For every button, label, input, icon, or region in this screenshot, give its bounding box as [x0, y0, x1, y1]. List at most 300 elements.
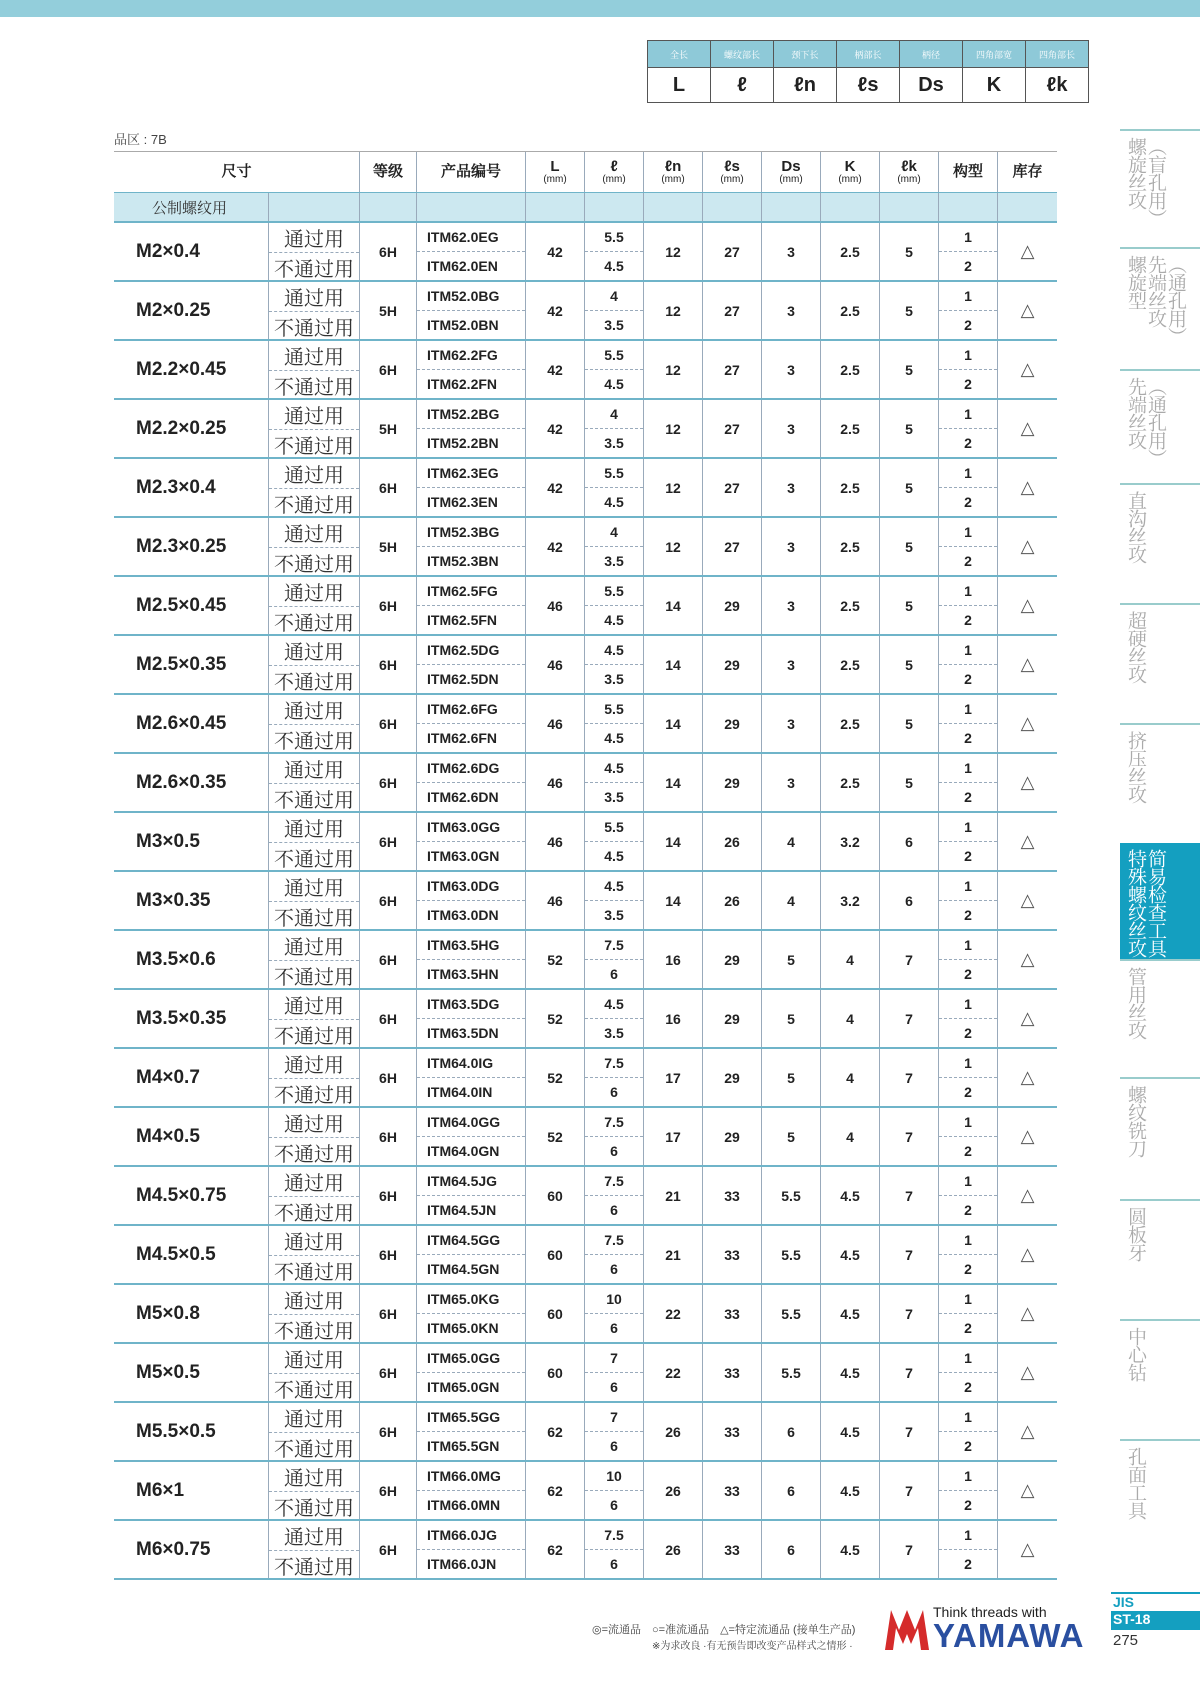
part-numbers: [417, 695, 526, 752]
stock-status: △: [1020, 418, 1035, 438]
configuration: [939, 459, 998, 516]
thread-size: M4×0.7: [114, 1049, 269, 1106]
square-length: 5: [880, 518, 939, 575]
table-row: [114, 280, 1057, 339]
part-numbers: [417, 459, 526, 516]
thread-length-nogo: 4.5: [604, 848, 624, 864]
go-label: 通过用: [269, 1344, 359, 1374]
side-tab-label: 直沟丝攻: [1125, 491, 1146, 563]
stock-status: △: [1020, 359, 1035, 379]
table-header: [114, 151, 1057, 192]
config-go: 1: [939, 459, 997, 488]
shank-length: 26: [703, 813, 762, 870]
config-nogo: 2: [964, 1084, 972, 1100]
grade: 6H: [360, 1226, 417, 1283]
part-numbers: [417, 636, 526, 693]
table-row: [114, 1519, 1057, 1580]
config-nogo: 2: [964, 1438, 972, 1454]
gauge-type: [269, 223, 360, 280]
thread-length: [585, 931, 644, 988]
dim-symbol: ℓn: [774, 68, 837, 103]
grade: 6H: [360, 1285, 417, 1342]
dim-label: 柄部长: [837, 41, 900, 68]
configuration: [939, 636, 998, 693]
thread-length: [585, 341, 644, 398]
header-lk: ℓk (mm): [880, 152, 939, 192]
grade: 6H: [360, 990, 417, 1047]
thread-length-nogo: 4.5: [604, 494, 624, 510]
nogo-label: 不通过用: [274, 908, 354, 930]
configuration: [939, 1108, 998, 1165]
config-go: 1: [939, 931, 997, 960]
shank-diameter: 3: [762, 636, 821, 693]
thread-size: M4×0.5: [114, 1108, 269, 1165]
neck-length: 14: [644, 636, 703, 693]
thread-size: M2.3×0.25: [114, 518, 269, 575]
grade: 6H: [360, 1462, 417, 1519]
side-tab[interactable]: [1120, 723, 1200, 843]
gauge-type: [269, 341, 360, 398]
shank-length: 33: [703, 1521, 762, 1578]
config-nogo: 2: [964, 907, 972, 923]
square-width: 2.5: [821, 518, 880, 575]
stock-status: △: [1020, 595, 1035, 615]
part-no-nogo: ITM62.0EN: [427, 258, 498, 274]
length-L: 60: [526, 1344, 585, 1401]
stock-status: △: [1020, 1362, 1035, 1382]
stock-status: △: [1020, 1303, 1035, 1323]
part-no-nogo: ITM52.0BN: [427, 317, 499, 333]
side-tab[interactable]: [1120, 1319, 1200, 1439]
thread-length-nogo: 6: [610, 1379, 618, 1395]
page-number: 275: [1113, 1632, 1139, 1649]
header-config: 构型: [939, 152, 998, 192]
thread-length: [585, 1403, 644, 1460]
config-nogo: 2: [964, 789, 972, 805]
grade: 6H: [360, 872, 417, 929]
neck-length: 12: [644, 223, 703, 280]
length-L: 52: [526, 1108, 585, 1165]
side-tab-label: 螺旋丝攻: [1125, 137, 1146, 209]
stock-status: △: [1020, 300, 1035, 320]
neck-length: 26: [644, 1403, 703, 1460]
config-nogo: 2: [964, 730, 972, 746]
gauge-type: [269, 518, 360, 575]
thread-length-go: 10: [585, 1462, 643, 1491]
thread-size: M3.5×0.35: [114, 990, 269, 1047]
thread-length: [585, 518, 644, 575]
side-tab-label: 超硬丝攻: [1125, 611, 1146, 683]
thread-size: M3×0.5: [114, 813, 269, 870]
gauge-type: [269, 1049, 360, 1106]
part-no-nogo: ITM65.0GN: [427, 1379, 500, 1395]
header-stock: 库存: [1012, 163, 1043, 181]
part-no-nogo: ITM62.2FN: [427, 376, 498, 392]
go-label: 通过用: [269, 400, 359, 430]
config-go: 1: [939, 518, 997, 547]
nogo-label: 不通过用: [274, 1498, 354, 1520]
part-no-nogo: ITM62.3EN: [427, 494, 498, 510]
length-L: 62: [526, 1462, 585, 1519]
table-row: [114, 634, 1057, 693]
nogo-label: 不通过用: [274, 1321, 354, 1343]
square-length: 5: [880, 282, 939, 339]
dim-label: 柄径: [900, 41, 963, 68]
shank-length: 33: [703, 1403, 762, 1460]
side-tab[interactable]: [1120, 483, 1200, 603]
side-tab-label: 先端丝攻: [1125, 377, 1146, 449]
part-no-nogo: ITM64.5GN: [427, 1261, 500, 1277]
neck-length: 12: [644, 400, 703, 457]
config-nogo: 2: [964, 1202, 972, 1218]
gauge-type: [269, 813, 360, 870]
stock-status: △: [1020, 241, 1035, 261]
part-no-nogo: ITM63.5HN: [427, 966, 499, 982]
shank-length: 29: [703, 1049, 762, 1106]
part-numbers: [417, 990, 526, 1047]
thread-length-go: 4.5: [585, 872, 643, 901]
gauge-type: [269, 459, 360, 516]
category-label: 公制螺纹用: [114, 193, 269, 221]
thread-size: M2.3×0.4: [114, 459, 269, 516]
shank-diameter: 5: [762, 1108, 821, 1165]
side-tab[interactable]: [1120, 1199, 1200, 1319]
grade: 6H: [360, 1521, 417, 1578]
side-tab[interactable]: [1120, 129, 1200, 247]
neck-length: 12: [644, 459, 703, 516]
table-row: [114, 988, 1057, 1047]
thread-length-go: 7.5: [585, 931, 643, 960]
shank-diameter: 3: [762, 459, 821, 516]
configuration: [939, 754, 998, 811]
length-L: 46: [526, 636, 585, 693]
part-numbers: [417, 1226, 526, 1283]
dimension-key: [647, 40, 1089, 103]
grade: 6H: [360, 1403, 417, 1460]
shank-length: 27: [703, 459, 762, 516]
part-no-go: ITM62.6FG: [417, 695, 525, 724]
shank-length: 33: [703, 1462, 762, 1519]
thread-size: M2.6×0.45: [114, 695, 269, 752]
configuration: [939, 1462, 998, 1519]
part-numbers: [417, 1344, 526, 1401]
go-label: 通过用: [269, 577, 359, 607]
thread-length-go: 4.5: [585, 754, 643, 783]
thread-length-go: 5.5: [585, 813, 643, 842]
side-tab-label: （盲孔用）: [1145, 137, 1166, 227]
square-length: 5: [880, 577, 939, 634]
thread-length-nogo: 3.5: [604, 789, 624, 805]
part-no-go: ITM62.6DG: [417, 754, 525, 783]
grade: 6H: [360, 636, 417, 693]
part-no-go: ITM52.0BG: [417, 282, 525, 311]
square-length: 5: [880, 223, 939, 280]
jis-label: JIS: [1111, 1592, 1200, 1611]
stock-status: △: [1020, 1185, 1035, 1205]
table-row: [114, 1283, 1057, 1342]
go-label: 通过用: [269, 459, 359, 489]
table-row: [114, 929, 1057, 988]
thread-size: M4.5×0.75: [114, 1167, 269, 1224]
thread-length-nogo: 6: [610, 1497, 618, 1513]
neck-length: 17: [644, 1049, 703, 1106]
grade: 5H: [360, 282, 417, 339]
config-go: 1: [939, 1226, 997, 1255]
configuration: [939, 990, 998, 1047]
dim-symbol: ℓk: [1026, 68, 1089, 103]
neck-length: 14: [644, 754, 703, 811]
side-tab[interactable]: [1120, 369, 1200, 483]
part-no-go: ITM63.0GG: [417, 813, 525, 842]
thread-length-nogo: 4.5: [604, 376, 624, 392]
dim-label: 四角部长: [1026, 41, 1089, 68]
shank-length: 27: [703, 282, 762, 339]
neck-length: 12: [644, 341, 703, 398]
neck-length: 12: [644, 282, 703, 339]
thread-size: M3.5×0.6: [114, 931, 269, 988]
table-row: [114, 398, 1057, 457]
header-part-no: 产品编号: [417, 152, 526, 192]
section-code: ST-18: [1111, 1611, 1200, 1630]
shank-diameter: 3: [762, 400, 821, 457]
table-row: [114, 1460, 1057, 1519]
part-no-nogo: ITM52.2BN: [427, 435, 499, 451]
brand-name: YAMAWA: [933, 1617, 1085, 1654]
square-width: 4.5: [821, 1403, 880, 1460]
side-tab-label: 先端丝攻: [1145, 255, 1166, 327]
stock-status: △: [1020, 831, 1035, 851]
part-no-nogo: ITM62.6FN: [427, 730, 498, 746]
go-label: 通过用: [269, 1167, 359, 1197]
go-label: 通过用: [269, 1285, 359, 1315]
side-tab[interactable]: [1120, 1439, 1200, 1559]
part-no-go: ITM62.0EG: [417, 223, 525, 252]
nogo-label: 不通过用: [274, 318, 354, 340]
shank-diameter: 5.5: [762, 1344, 821, 1401]
nogo-label: 不通过用: [274, 1144, 354, 1166]
shank-diameter: 5: [762, 1049, 821, 1106]
top-color-band: [0, 0, 1200, 17]
square-width: 4.5: [821, 1285, 880, 1342]
thread-size: M2×0.4: [114, 223, 269, 280]
thread-length-nogo: 6: [610, 1202, 618, 1218]
header-l: ℓ (mm): [585, 152, 644, 192]
side-tab[interactable]: [1120, 247, 1200, 369]
gauge-type: [269, 1167, 360, 1224]
neck-length: 12: [644, 518, 703, 575]
square-width: 4: [821, 1049, 880, 1106]
nogo-label: 不通过用: [274, 436, 354, 458]
shank-length: 27: [703, 223, 762, 280]
square-width: 2.5: [821, 282, 880, 339]
thread-length-go: 5.5: [585, 577, 643, 606]
config-nogo: 2: [964, 1556, 972, 1572]
length-L: 46: [526, 813, 585, 870]
thread-length-nogo: 6: [610, 1261, 618, 1277]
grade: 6H: [360, 1049, 417, 1106]
thread-size: M5.5×0.5: [114, 1403, 269, 1460]
table-row: [114, 575, 1057, 634]
table-row: [114, 1047, 1057, 1106]
configuration: [939, 931, 998, 988]
thread-length-go: 4: [585, 282, 643, 311]
dim-label: 四角部宽: [963, 41, 1026, 68]
side-tab[interactable]: [1120, 959, 1200, 1077]
configuration: [939, 1344, 998, 1401]
shank-diameter: 6: [762, 1462, 821, 1519]
go-label: 通过用: [269, 518, 359, 548]
thread-length: [585, 1167, 644, 1224]
square-length: 5: [880, 695, 939, 752]
dim-symbol: K: [963, 68, 1026, 103]
square-length: 7: [880, 1344, 939, 1401]
stock-status: △: [1020, 1539, 1035, 1559]
stock-status: △: [1020, 536, 1035, 556]
thread-length-go: 4: [585, 518, 643, 547]
side-tab[interactable]: [1120, 603, 1200, 723]
stock-status: △: [1020, 890, 1035, 910]
part-numbers: [417, 1285, 526, 1342]
gauge-type: [269, 1226, 360, 1283]
stock-status: △: [1020, 713, 1035, 733]
part-numbers: [417, 813, 526, 870]
square-width: 4.5: [821, 1344, 880, 1401]
thread-length-nogo: 6: [610, 1084, 618, 1100]
config-go: 1: [939, 1049, 997, 1078]
shank-diameter: 3: [762, 282, 821, 339]
grade: 6H: [360, 754, 417, 811]
gauge-type: [269, 577, 360, 634]
part-no-nogo: ITM65.0KN: [427, 1320, 499, 1336]
header-L: L (mm): [526, 152, 585, 192]
grade: 6H: [360, 931, 417, 988]
thread-length: [585, 1108, 644, 1165]
go-label: 通过用: [269, 1462, 359, 1492]
slogan: Think threads with: [933, 1604, 1047, 1620]
stock-status: △: [1020, 1480, 1035, 1500]
grade: 6H: [360, 1108, 417, 1165]
configuration: [939, 872, 998, 929]
length-L: 62: [526, 1521, 585, 1578]
config-nogo: 2: [964, 258, 972, 274]
shank-length: 29: [703, 1108, 762, 1165]
square-width: 2.5: [821, 636, 880, 693]
length-L: 60: [526, 1226, 585, 1283]
square-length: 7: [880, 1167, 939, 1224]
neck-length: 21: [644, 1226, 703, 1283]
part-no-nogo: ITM52.3BN: [427, 553, 499, 569]
part-no-go: ITM64.5JG: [417, 1167, 525, 1196]
part-no-go: ITM63.0DG: [417, 872, 525, 901]
length-L: 52: [526, 1049, 585, 1106]
gauge-type: [269, 1521, 360, 1578]
side-tab[interactable]: [1120, 1077, 1200, 1199]
part-numbers: [417, 1403, 526, 1460]
part-no-nogo: ITM63.5DN: [427, 1025, 499, 1041]
table-row: [114, 752, 1057, 811]
length-L: 46: [526, 577, 585, 634]
header-ls: ℓs (mm): [703, 152, 762, 192]
grade: 5H: [360, 518, 417, 575]
shank-length: 33: [703, 1285, 762, 1342]
go-label: 通过用: [269, 754, 359, 784]
part-no-go: ITM63.5DG: [417, 990, 525, 1019]
length-L: 42: [526, 282, 585, 339]
dim-label: 颈下长: [774, 41, 837, 68]
thread-length-nogo: 6: [610, 1438, 618, 1454]
grade: 6H: [360, 1167, 417, 1224]
thread-length-go: 7.5: [585, 1226, 643, 1255]
config-go: 1: [939, 282, 997, 311]
square-length: 7: [880, 1108, 939, 1165]
part-no-go: ITM66.0MG: [417, 1462, 525, 1491]
thread-size: M4.5×0.5: [114, 1226, 269, 1283]
grade: 6H: [360, 577, 417, 634]
thread-length-nogo: 6: [610, 1556, 618, 1572]
go-label: 通过用: [269, 990, 359, 1020]
nogo-label: 不通过用: [274, 731, 354, 753]
thread-length-go: 7.5: [585, 1167, 643, 1196]
config-nogo: 2: [964, 494, 972, 510]
side-tab[interactable]: [1120, 843, 1200, 959]
config-go: 1: [939, 1108, 997, 1137]
nogo-label: 不通过用: [274, 377, 354, 399]
length-L: 52: [526, 990, 585, 1047]
config-go: 1: [939, 813, 997, 842]
config-go: 1: [939, 754, 997, 783]
gauge-type: [269, 931, 360, 988]
configuration: [939, 1049, 998, 1106]
shank-length: 27: [703, 400, 762, 457]
nogo-label: 不通过用: [274, 849, 354, 871]
config-go: 1: [939, 223, 997, 252]
side-tab-label: （通孔用）: [1145, 377, 1166, 467]
thread-length-go: 10: [585, 1285, 643, 1314]
nogo-label: 不通过用: [274, 259, 354, 281]
go-label: 通过用: [269, 931, 359, 961]
shank-length: 27: [703, 518, 762, 575]
part-no-go: ITM65.5GG: [417, 1403, 525, 1432]
config-go: 1: [939, 1167, 997, 1196]
configuration: [939, 341, 998, 398]
config-nogo: 2: [964, 376, 972, 392]
part-no-nogo: ITM64.0IN: [427, 1084, 493, 1100]
neck-length: 26: [644, 1462, 703, 1519]
shank-diameter: 4: [762, 813, 821, 870]
square-width: 2.5: [821, 695, 880, 752]
thread-length-go: 7: [585, 1403, 643, 1432]
part-no-nogo: ITM65.5GN: [427, 1438, 500, 1454]
grade: 5H: [360, 400, 417, 457]
table-row: [114, 693, 1057, 752]
stock-status: △: [1020, 1008, 1035, 1028]
config-nogo: 2: [964, 1320, 972, 1336]
square-width: 4.5: [821, 1521, 880, 1578]
gauge-type: [269, 1462, 360, 1519]
nogo-label: 不通过用: [274, 495, 354, 517]
square-length: 6: [880, 872, 939, 929]
configuration: [939, 1403, 998, 1460]
stock-status: △: [1020, 1067, 1035, 1087]
config-nogo: 2: [964, 671, 972, 687]
thread-length-nogo: 6: [610, 1320, 618, 1336]
part-numbers: [417, 223, 526, 280]
square-width: 2.5: [821, 754, 880, 811]
length-L: 60: [526, 1167, 585, 1224]
part-no-go: ITM64.0IG: [417, 1049, 525, 1078]
header-size: 尺寸: [114, 152, 360, 192]
thread-size: M3×0.35: [114, 872, 269, 929]
